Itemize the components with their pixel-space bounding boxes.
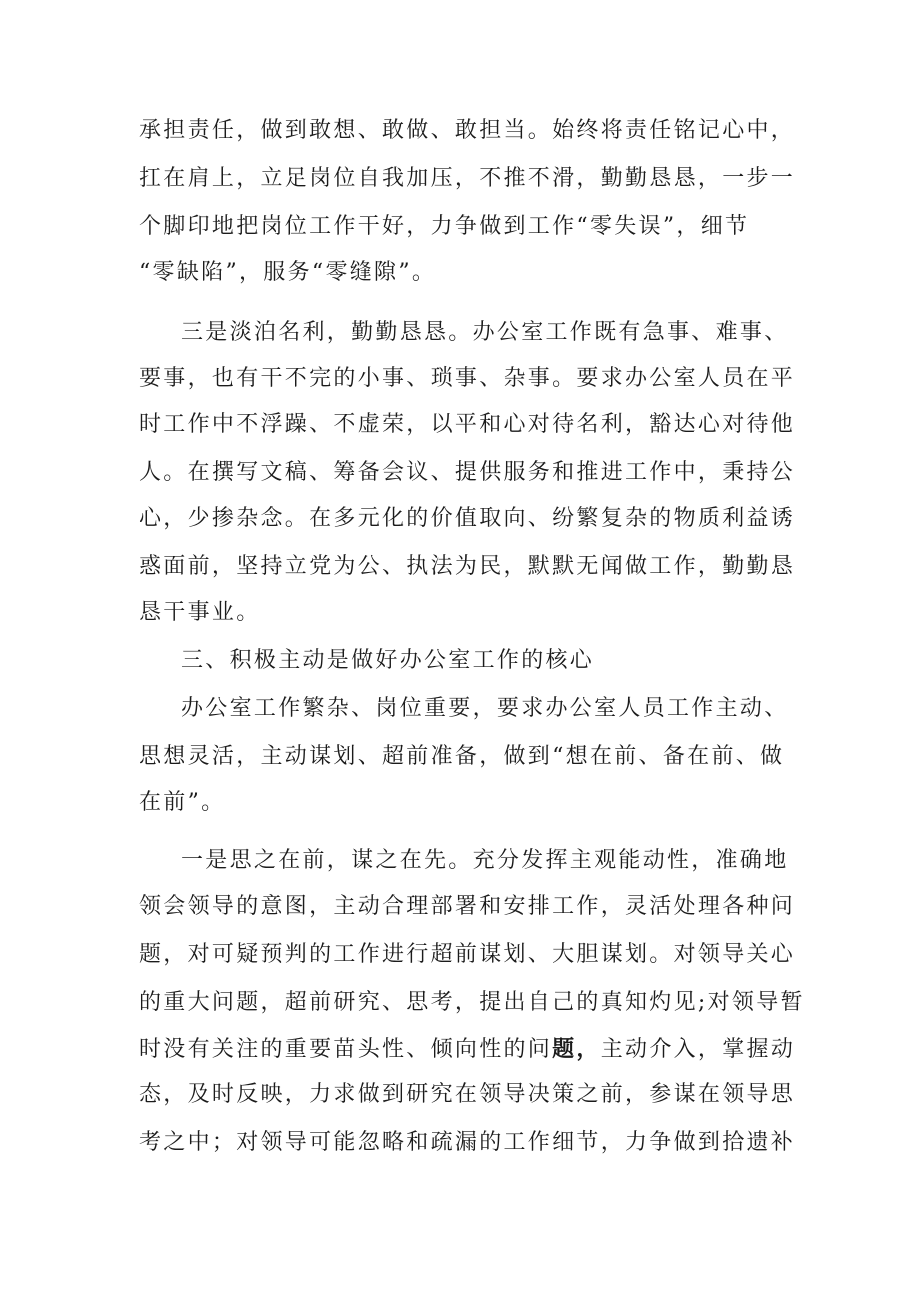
paragraph-line: 题，对可疑预判的工作进行超前谋划、大胆谋划。对领导关心 (139, 942, 796, 967)
paragraph-line: 扛在肩上，立足岗位自我加压，不推不滑，勤勤恳恳，一步一 (139, 166, 796, 191)
paragraph-line: 个脚印地把岗位工作干好，力争做到工作“零失误”，细节 (139, 214, 750, 239)
paragraph-line: 时工作中不浮躁、不虚荣，以平和心对待名利，豁达心对待他 (139, 412, 796, 437)
paragraph-line: 人。在撰写文稿、筹备会议、提供服务和推进工作中，秉持公 (139, 460, 796, 485)
paragraph-line: 在前”。 (139, 790, 226, 815)
line-segment: 时没有关注的重要苗头性、倾向性的问 (139, 1037, 553, 1062)
paragraph-line: 承担责任，做到敢想、敢做、敢担当。始终将责任铭记心中， (139, 118, 796, 143)
section-heading: 三、积极主动是做好办公室工作的核心 (181, 648, 595, 673)
paragraph-line: 心，少掺杂念。在多元化的价值取向、纷繁复杂的物质利益诱 (139, 506, 796, 531)
bold-segment: 题， (552, 1036, 601, 1062)
paragraph-line: 惑面前，坚持立党为公、执法为民，默默无闻做工作，勤勤恳 (139, 554, 796, 579)
paragraph-line: 思想灵活，主动谋划、超前准备，做到“想在前、备在前、做 (139, 744, 785, 769)
line-segment: 主动介入，掌握动 (600, 1037, 796, 1062)
paragraph-line: 的重大问题，超前研究、思考，提出自己的真知灼见;对领导暂 (139, 990, 805, 1015)
paragraph-line: 一是思之在前，谋之在先。充分发挥主观能动性，准确地 (181, 848, 789, 873)
paragraph-line: “零缺陷”，服务“零缝隙”。 (139, 260, 437, 285)
paragraph-line: 领会领导的意图，主动合理部署和安排工作，灵活处理各种问 (139, 894, 796, 919)
paragraph-line: 三是淡泊名利，勤勤恳恳。办公室工作既有急事、难事、 (181, 320, 789, 345)
paragraph-line: 要事，也有干不完的小事、琐事、杂事。要求办公室人员在平 (139, 366, 796, 391)
paragraph-line: 考之中；对领导可能忽略和疏漏的工作细节，力争做到拾遗补 (139, 1130, 796, 1155)
paragraph-line: 办公室工作繁杂、岗位重要，要求办公室人员工作主动、 (181, 696, 789, 721)
paragraph-line: 态，及时反映，力求做到研究在领导决策之前，参谋在领导思 (139, 1082, 796, 1107)
paragraph-line: 恳干事业。 (139, 600, 261, 625)
paragraph-line (139, 1034, 796, 1065)
